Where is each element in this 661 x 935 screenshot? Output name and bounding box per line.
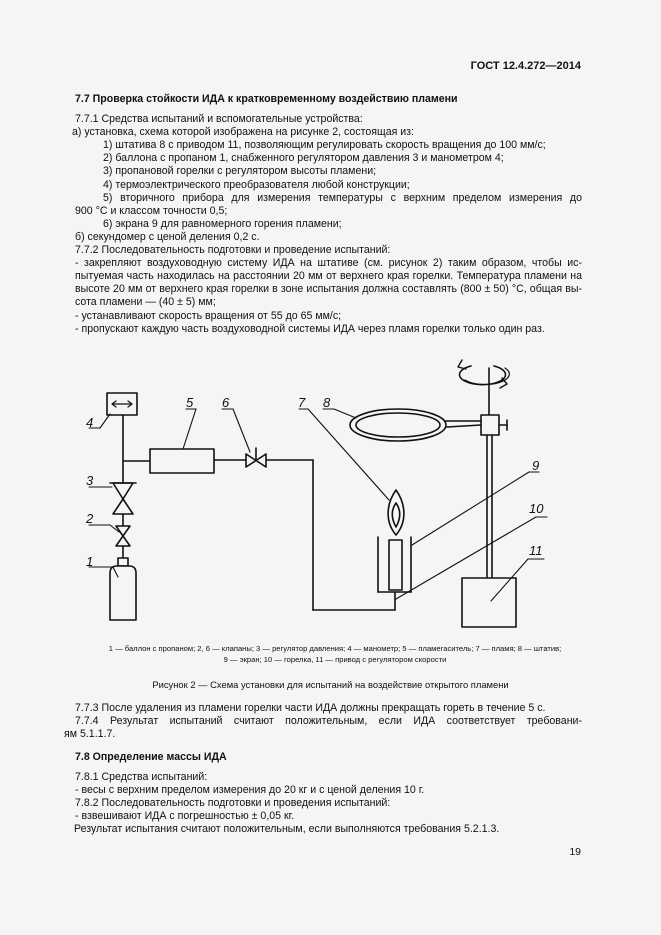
paragraph: пытуемая часть находилась на расстоянии 20 мм от верхнего края горелки. Температура пламени на [75,270,582,283]
paragraph: - весы с верхним пределом измерения до 20 кг и с ценой деления 10 г. [75,784,425,797]
standard-number: ГОСТ 12.4.272—2014 [470,60,581,72]
label-8: 8 [323,395,331,410]
list-item: 2) баллона с пропаном 1, снабженного регулятором давления 3 и манометром 4; [103,152,504,165]
paragraph: ям 5.1.1.7. [64,728,116,741]
paragraph: Результат испытания считают положительным, если выполняются требования 5.2.1.3. [74,823,500,836]
leader-lines [89,409,547,601]
drive-box [462,578,516,627]
list-item: 1) штатива 8 с приводом 11, позволяющим регулировать скорость вращения до 100 мм/с; [103,139,546,152]
gas-line [107,393,313,620]
section-7-7-cont [64,702,582,741]
paragraph: 7.8.1 Средства испытаний: [75,771,208,784]
paragraph: - пропускают каждую часть воздуховодной системы ИДА через пламя горелки только один раз. [75,322,545,335]
stand [350,368,507,578]
label-5: 5 [186,395,194,410]
paragraph: 7.7.4 Результат испытаний считают положительным, если ИДА соответствует требовани- [75,715,582,728]
label-7: 7 [298,395,306,410]
rotation-arrow-icon [458,360,509,388]
burner-assembly [313,460,411,610]
legend-line: 1 — баллон с пропаном; 2, 6 — клапаны; 3 — регулятор давления; 4 — манометр; 5 — пламегаситель; 7 — пламя; 8 — штатив; [108,644,562,653]
paragraph: сота пламени — (40 ± 5) мм; [75,296,216,309]
label-2: 2 [86,511,94,526]
list-item-cont: 900 °С и классом точности 0,5; [75,204,228,217]
section-heading: 7.8 Определение массы ИДА [75,751,227,763]
paragraph: б) секундомер с ценой деления 0,2 с. [75,230,260,243]
paragraph: - устанавливают скорость вращения от 55 до 65 мм/с; [75,309,342,322]
list-item: 6) экрана 9 для равномерного горения пламени; [103,217,342,230]
label-9: 9 [532,458,540,473]
section-7-8 [75,751,582,837]
label-4: 4 [86,415,94,430]
paragraph: а) установка, схема которой изображена на рисунке 2, состоящая из: [72,126,414,139]
paragraph: 7.7.3 После удаления из пламени горелки части ИДА должны прекращать гореть в течение 5 с. [75,702,546,714]
list-item: 3) пропановой горелки с регулятором высоты пламени; [103,165,377,178]
paragraph: 7.8.2 Последовательность подготовки и проведения испытаний: [75,797,391,810]
paragraph: - закрепляют воздуховодную систему ИДА на штативе (см. рисунок 2) таким образом, чтобы ис- [75,257,582,270]
label-6: 6 [222,395,230,410]
paragraph: - взвешивают ИДА с погрешностью ± 0,05 кг. [75,810,295,823]
label-1: 1 [86,554,94,569]
label-10: 10 [529,501,544,516]
paragraph: 7.7.2 Последовательность подготовки и проведение испытаний: [75,244,391,257]
paragraph: 7.7.1 Средства испытаний и вспомогательные устройства: [75,113,363,126]
legend-line: 9 — экран; 10 — горелка, 11 — привод с регулятором скорости [223,655,447,664]
figure-caption: Рисунок 2 — Схема установки для испытаний на воздействие открытого пламени [152,679,509,690]
figure-legend [40,643,630,665]
list-item: 4) термоэлектрического преобразователя любой конструкции; [103,178,410,191]
label-3: 3 [86,473,94,488]
section-heading: 7.7 Проверка стойкости ИДА к кратковременному воздействию пламени [75,93,458,105]
list-item: 5) вторичного прибора для измерения температуры с верхним пределом измерения до [103,191,582,204]
label-11: 11 [529,543,543,558]
page-number: 19 [569,846,581,858]
paragraph: высоте 20 мм от верхнего края горелки в зоне испытания должна составлять (800 ± 50) °С, общая вы- [75,283,582,296]
